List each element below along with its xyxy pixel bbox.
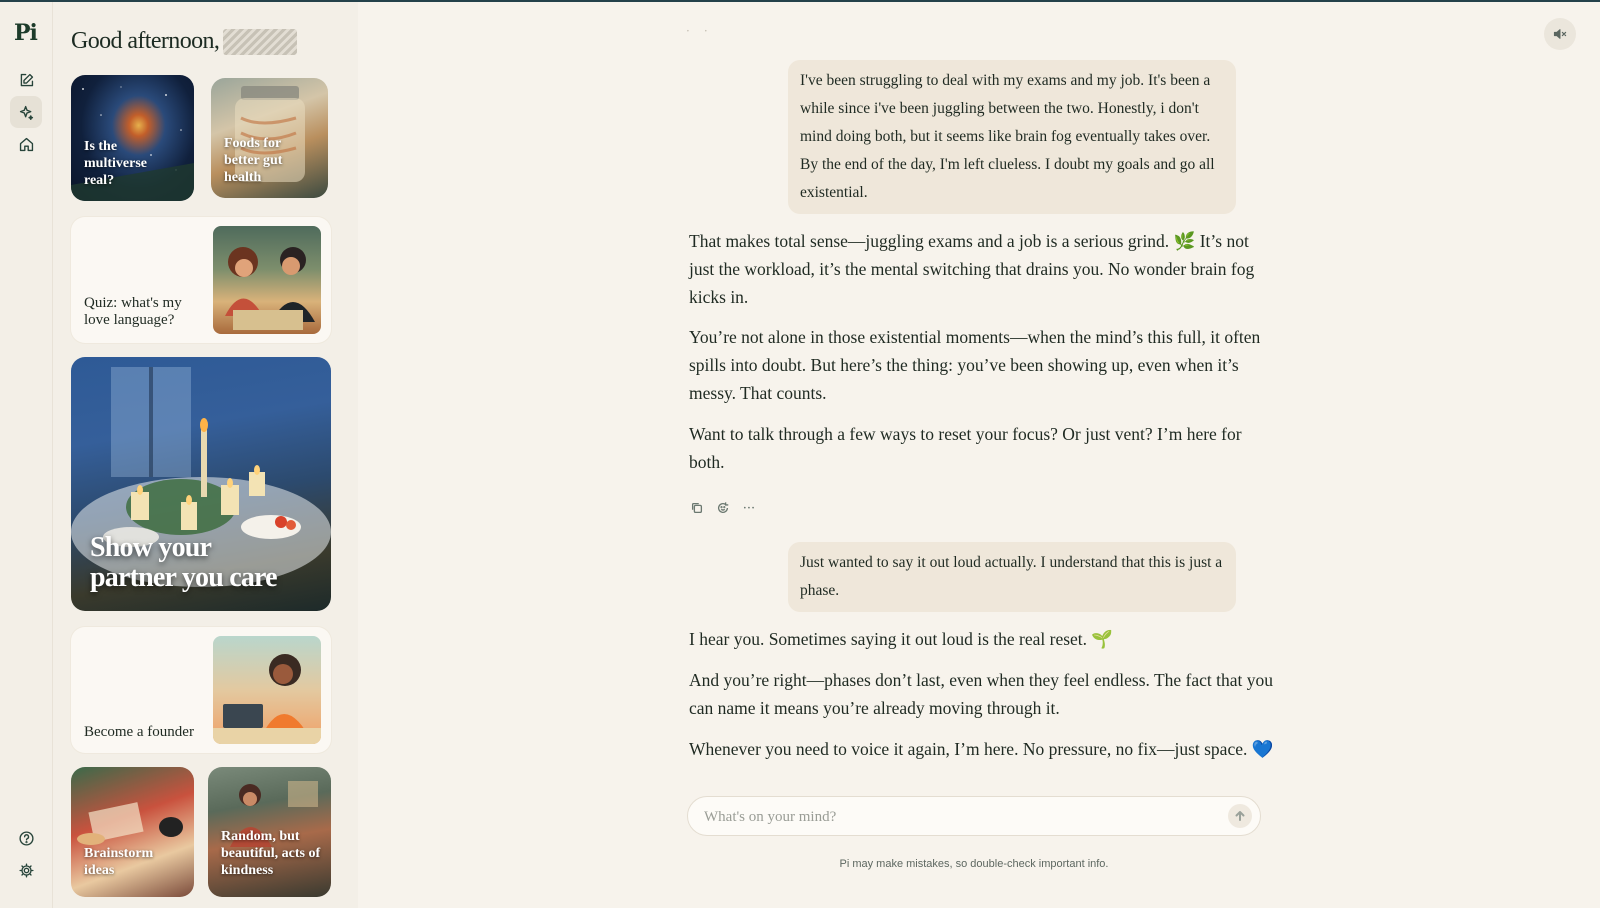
send-button[interactable] — [1228, 804, 1252, 828]
assistant-paragraph: Whenever you need to voice it again, I’m here. No pressure, no fix—just space. 💙 — [689, 739, 1274, 759]
assistant-paragraph: And you’re right—phases don’t last, even when they feel endless. The fact that you can name it means you’re already moving through it. — [689, 670, 1273, 718]
settings-button[interactable] — [10, 854, 42, 886]
founder-illustration — [213, 636, 321, 744]
chat-area — [358, 2, 1600, 908]
regenerate-button[interactable] — [715, 500, 731, 516]
card-show-partner-title: Show your partner you care — [90, 532, 277, 593]
card-brainstorm-title: Brainstorm ideas — [84, 846, 154, 878]
gear-icon — [18, 862, 35, 879]
left-rail — [0, 2, 53, 908]
card-brainstorm[interactable] — [71, 767, 194, 897]
pi-logo[interactable]: Pi — [14, 20, 37, 46]
discover-panel — [53, 2, 359, 908]
user-message: I've been struggling to deal with my exams and my job. It's been a while since i've been juggling between the two. Honestly, i don't mind doing both, but it seems like brain fog eventually takes over. By the end of the day, I'm left clueless. I doubt my goals and go all existential. — [788, 60, 1236, 214]
disclaimer: Pi may make mistakes, so double-check important info. — [839, 858, 1109, 870]
card-kindness[interactable] — [208, 767, 331, 897]
message-input[interactable] — [702, 797, 1206, 837]
home-icon — [18, 136, 35, 153]
card-founder-image — [213, 636, 321, 744]
user-message: Just wanted to say it out loud actually. I understand that this is just a phase. — [788, 542, 1236, 612]
speaker-muted-icon — [1552, 26, 1568, 42]
greeting-text: Good afternoon, — [71, 28, 220, 54]
greeting — [71, 28, 297, 55]
card-gut-health-title: Foods for better gut health — [224, 136, 283, 185]
card-become-founder-title: Become a founder — [84, 724, 194, 740]
smile-refresh-icon — [716, 501, 730, 515]
assistant-paragraph: You’re not alone in those existential moments—when the mind’s this full, it often spills into doubt. But here’s the thing: you’ve been showing up, even when it’s messy. That counts. — [689, 327, 1261, 403]
arrow-up-icon — [1234, 810, 1246, 822]
composer — [687, 796, 1261, 836]
card-show-partner[interactable] — [71, 357, 331, 611]
card-love-language-image — [213, 226, 321, 334]
discover-button[interactable] — [10, 96, 42, 128]
message-actions — [689, 500, 757, 516]
card-multiverse-title: Is the multiverse real? — [84, 139, 147, 188]
redacted-username — [223, 29, 297, 55]
edit-icon — [18, 72, 35, 89]
new-chat-button[interactable] — [10, 64, 42, 96]
card-kindness-title: Random, but beautiful, acts of kindness — [221, 829, 321, 878]
copy-icon — [690, 501, 704, 515]
assistant-paragraph: I hear you. Sometimes saying it out loud is the real reset. 🌱 — [689, 629, 1114, 649]
sparkle-icon — [18, 104, 35, 121]
card-love-language-title: Quiz: what's my love language? — [84, 295, 182, 328]
card-become-founder[interactable] — [71, 627, 331, 753]
more-options-button[interactable]: ··· — [742, 500, 756, 516]
assistant-paragraph: That makes total sense—juggling exams and a job is a serious grind. 🌿 It’s not just the workload, it’s the mental switching that drains you. No wonder brain fog kicks in. — [689, 231, 1255, 307]
scroll-fade-dots: ·· — [686, 24, 722, 38]
card-gut-health[interactable] — [211, 78, 328, 198]
home-button[interactable] — [10, 128, 42, 160]
help-icon — [18, 830, 35, 847]
card-love-language[interactable] — [71, 217, 331, 343]
help-button[interactable] — [10, 822, 42, 854]
mute-button[interactable] — [1544, 18, 1576, 50]
copy-button[interactable] — [689, 500, 705, 516]
card-multiverse[interactable] — [71, 75, 194, 201]
couple-illustration — [213, 226, 321, 334]
assistant-paragraph: Want to talk through a few ways to reset your focus? Or just vent? I’m here for both. — [689, 424, 1242, 472]
